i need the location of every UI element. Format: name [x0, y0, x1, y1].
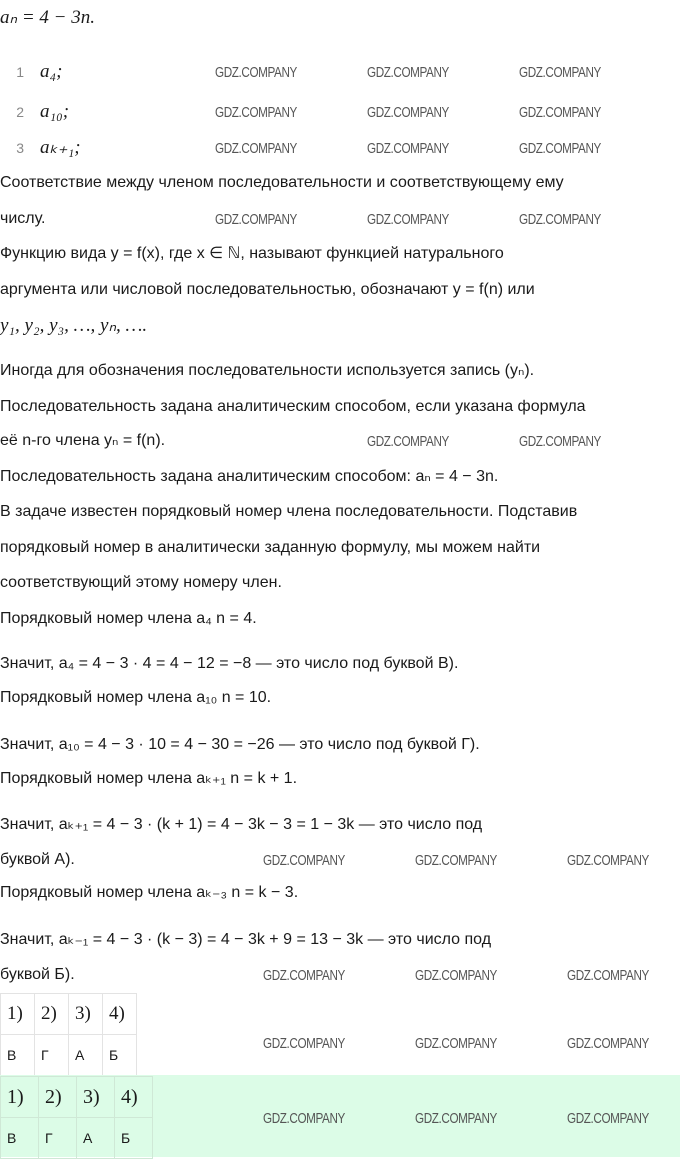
task-item	[0, 102, 69, 123]
text-line: Функцию вида y = f(x), где x ∈ ℕ, называют функцией натурального	[0, 245, 504, 262]
watermark: GDZ.COMPANY	[215, 64, 297, 81]
watermark: GDZ.COMPANY	[567, 852, 649, 869]
table-header: 3)	[69, 994, 103, 1035]
watermark: GDZ.COMPANY	[415, 967, 497, 984]
table-cell: Б	[115, 1118, 153, 1159]
task-item	[0, 62, 62, 83]
table-cell: В	[1, 1035, 35, 1076]
table-cell: Г	[39, 1118, 77, 1159]
table-cell: Г	[35, 1035, 69, 1076]
watermark: GDZ.COMPANY	[415, 1035, 497, 1052]
watermark: GDZ.COMPANY	[215, 211, 297, 228]
watermark: GDZ.COMPANY	[367, 433, 449, 450]
table-header: 1)	[1, 1077, 39, 1118]
text-line: Значит, aₖ₊₁ = 4 − 3 · (k + 1) = 4 − 3k − 3 = 1 − 3k — это число под	[0, 816, 483, 833]
table-header: 4)	[115, 1077, 153, 1118]
text-line: Последовательность задана аналитическим способом: aₙ = 4 − 3n.	[0, 468, 499, 485]
table-header: 2)	[39, 1077, 77, 1118]
text-line: В задаче известен порядковый номер члена последовательности. Подставив	[0, 503, 578, 520]
item-number: 1	[16, 64, 24, 80]
table-cell: А	[77, 1118, 115, 1159]
watermark: GDZ.COMPANY	[519, 64, 601, 81]
watermark: GDZ.COMPANY	[367, 140, 449, 157]
item-number: 3	[16, 140, 24, 156]
watermark: GDZ.COMPANY	[415, 852, 497, 869]
text-line: Порядковый номер члена a₁₀ n = 10.	[0, 689, 272, 706]
table-header: 1)	[1, 994, 35, 1035]
final-answer-table	[0, 1076, 153, 1159]
item-expr: a₁₀;	[40, 101, 70, 122]
table-cell: Б	[103, 1035, 137, 1076]
item-expr: aₖ₊₁;	[40, 137, 81, 158]
watermark: GDZ.COMPANY	[263, 852, 345, 869]
watermark: GDZ.COMPANY	[263, 967, 345, 984]
watermark: GDZ.COMPANY	[263, 1035, 345, 1052]
text-line: y₁, y₂, y₃, …, yₙ, ….	[0, 315, 148, 336]
watermark: GDZ.COMPANY	[215, 104, 297, 121]
table-header: 3)	[77, 1077, 115, 1118]
answer-table	[0, 993, 137, 1076]
text-line: буквой Б).	[0, 966, 75, 983]
text-line: соответствующий этому номеру член.	[0, 574, 282, 591]
task-formula: aₙ = 4 − 3n.	[0, 7, 95, 28]
text-line: аргумента или числовой последовательностью, обозначают y = f(n) или	[0, 281, 535, 298]
watermark: GDZ.COMPANY	[519, 211, 601, 228]
watermark: GDZ.COMPANY	[567, 1035, 649, 1052]
watermark: GDZ.COMPANY	[215, 140, 297, 157]
text-line: Значит, a₁₀ = 4 − 3 · 10 = 4 − 30 = −26 — это число под буквой Г).	[0, 736, 480, 753]
text-line: буквой А).	[0, 851, 75, 868]
text-line: числу.	[0, 210, 46, 227]
task-item	[0, 138, 81, 159]
watermark: GDZ.COMPANY	[519, 140, 601, 157]
watermark: GDZ.COMPANY	[519, 433, 601, 450]
text-line: Порядковый номер члена a₄ n = 4.	[0, 610, 257, 627]
item-expr: a₄;	[40, 61, 63, 82]
item-number: 2	[16, 104, 24, 120]
watermark: GDZ.COMPANY	[263, 1110, 345, 1127]
table-header: 4)	[103, 994, 137, 1035]
table-cell: В	[1, 1118, 39, 1159]
watermark: GDZ.COMPANY	[519, 104, 601, 121]
table-cell: А	[69, 1035, 103, 1076]
text-line: Иногда для обозначения последовательности используется запись (yₙ).	[0, 362, 535, 379]
table-header: 2)	[35, 994, 69, 1035]
text-line: порядковый номер в аналитически заданную формулу, мы можем найти	[0, 539, 541, 556]
text-line: Порядковый номер члена aₖ₋₃ n = k − 3.	[0, 884, 299, 901]
text-line: Значит, aₖ₋₁ = 4 − 3 · (k − 3) = 4 − 3k + 9 = 13 − 3k — это число под	[0, 931, 492, 948]
watermark: GDZ.COMPANY	[567, 967, 649, 984]
text-line: Значит, a₄ = 4 − 3 · 4 = 4 − 12 = −8 — это число под буквой В).	[0, 655, 459, 672]
watermark: GDZ.COMPANY	[567, 1110, 649, 1127]
text-line: Порядковый номер члена aₖ₊₁ n = k + 1.	[0, 770, 298, 787]
watermark: GDZ.COMPANY	[415, 1110, 497, 1127]
text-line: Последовательность задана аналитическим способом, если указана формула	[0, 398, 586, 415]
watermark: GDZ.COMPANY	[367, 64, 449, 81]
watermark: GDZ.COMPANY	[367, 211, 449, 228]
watermark: GDZ.COMPANY	[367, 104, 449, 121]
text-line: Соответствие между членом последовательности и соответствующему ему	[0, 174, 564, 191]
text-line: её n-го члена yₙ = f(n).	[0, 432, 166, 449]
